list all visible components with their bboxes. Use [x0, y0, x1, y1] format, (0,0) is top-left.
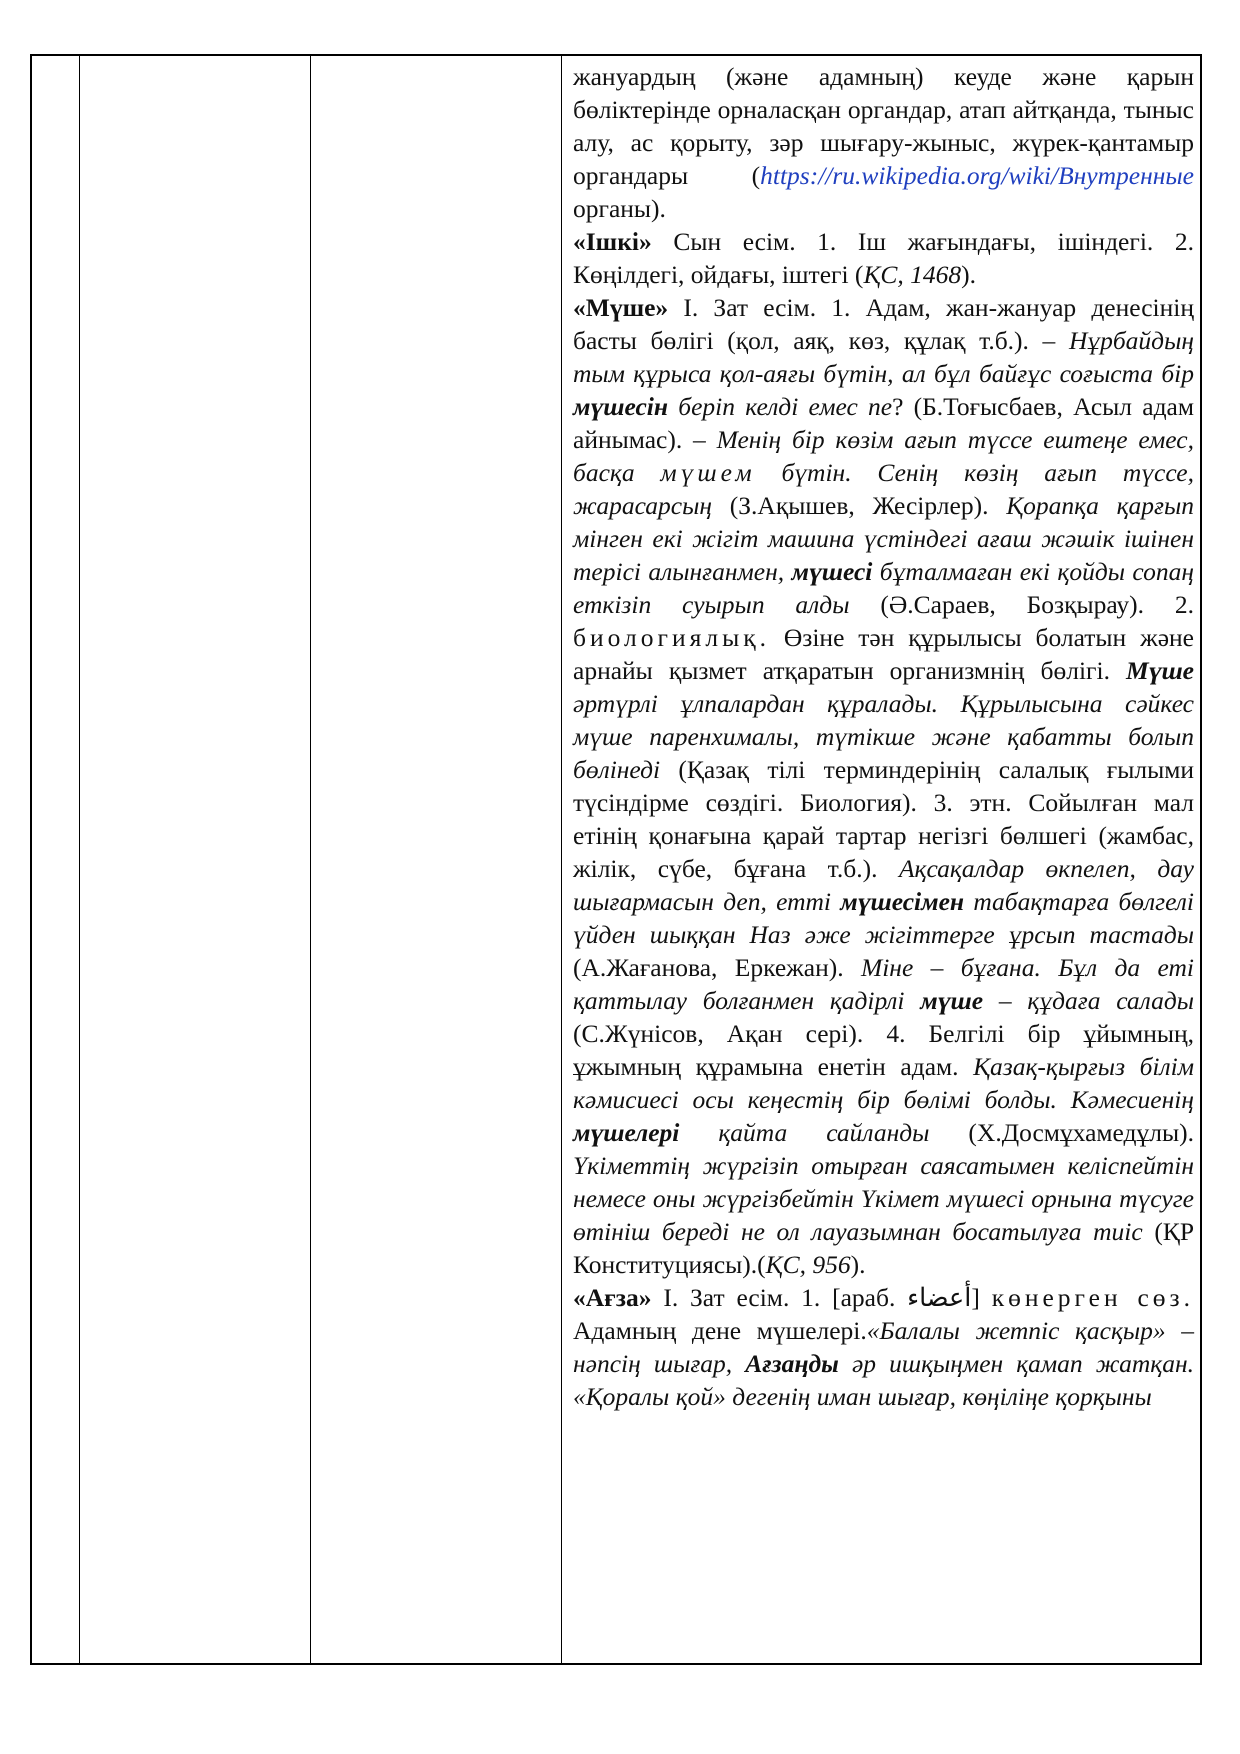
text-segment: органы). — [573, 194, 666, 223]
text-segment: (Ә.Сараев, Бозқырау). 2. — [849, 590, 1195, 619]
text-segment: Қазақ-қырғыз білім кәмисиесі осы кеңестің бір бөлімі болды. Кәмесиенің — [573, 1052, 1194, 1114]
text-segment: көнерген сөз. — [991, 1283, 1194, 1312]
text-segment: Адамның дене мүшелері. — [573, 1316, 867, 1345]
text-segment: Мүше — [1126, 656, 1194, 685]
text-segment: Ақсақалдар өкпелеп, дау шығармасын деп, етті — [573, 854, 1194, 916]
text-segment: мүшем — [660, 458, 756, 487]
text-segment: (ҚР Конституциясы).( — [573, 1217, 1194, 1279]
text-segment: Қорапқа қарғып мінген екі жігіт машина үстіндегі ағаш жәшік ішінен терісі алынғанмен, — [573, 491, 1194, 586]
text-segment: бүтін. Сенің көзің ағып түссе, жарасарсың — [573, 458, 1194, 520]
text-segment: Ағзаңды — [745, 1349, 839, 1378]
text-segment: (Х.Досмұхамедұлы). — [929, 1118, 1194, 1147]
text-segment: (С.Жүнісов, Ақан сері). 4. Белгілі бір ұйымның, ұжымның құрамына енетін адам. — [573, 1019, 1194, 1081]
text-segment: биологиялық. — [573, 623, 770, 652]
text-segment: жануардың (және адамның) кеуде және қарын бөліктерінде орналасқан органдар, атап айтқанда, тыныс алу, ас қорыту, зәр шығару-жыныс, жүрек-қантамыр органдары ( — [573, 62, 1194, 190]
text-segment: (Қазақ тілі терминдерінің салалық ғылыми түсіндірме сөздігі. Биология). 3. этн. Сойылған мал етінің қонағына қарай тартар негізгі бөлшегі (жамбас, жілік, сүбе, бұғана т.б.). — [573, 755, 1194, 883]
wikipedia-link[interactable]: https://ru.wikipedia.org/wiki/Внутренные — [760, 161, 1194, 190]
text-segment: I. Зат есім. 1. [араб. أعضاء] — [651, 1283, 992, 1312]
text-segment: (З.Ақышев, Жесірлер). — [712, 491, 1007, 520]
text-segment: (А.Жағанова, Еркежан). — [573, 953, 861, 982]
text-segment: Сын есім. 1. Іш жағындағы, ішіндегі. 2. Көңілдегі, ойдағы, іштегі ( — [573, 227, 1194, 289]
text-segment: мүше — [920, 986, 984, 1015]
dictionary-paragraph — [573, 1281, 1194, 1413]
text-segment: бұталмаған екі қойды сопаң еткізіп суырып алды — [573, 557, 1194, 619]
column-divider — [561, 56, 562, 1663]
text-segment: «Мүше» — [573, 293, 669, 322]
text-segment: ҚС, 956 — [765, 1250, 851, 1279]
text-segment: «Ішкі» — [573, 227, 652, 256]
text-segment: «Балалы жетпіс қасқыр» – нәпсің шығар, — [573, 1316, 1194, 1378]
text-segment: табақтарға бөлгелі үйден шыққан Наз әже жігіттерге ұрсып тастады — [573, 887, 1194, 949]
text-segment: әр ишқыңмен қамап жатқан. «Қоралы қой» дегенің иман шығар, көңіліңе қорқыны — [573, 1349, 1194, 1411]
text-segment: «Ағза» — [573, 1283, 652, 1312]
document-table — [30, 54, 1202, 1665]
dictionary-paragraph — [573, 60, 1194, 225]
definition-text-column — [573, 60, 1194, 1663]
text-segment: Өзіне тән құрылысы болатын және арнайы қызмет атқаратын организмнің бөлігі. — [573, 623, 1194, 685]
text-segment: әртүрлі ұлпалардан құралады. Құрылысына сәйкес мүше паренхималы, түтікше және қабатты болып бөлінеді — [573, 689, 1194, 784]
text-segment: беріп келді емес пе — [668, 392, 893, 421]
column-divider — [310, 56, 311, 1663]
text-segment: Міне – бұғана. Бұл да еті қаттылау болғанмен қадірлі — [573, 953, 1194, 1015]
text-segment: Менің бір көзім ағып түссе ештеңе емес, басқа — [573, 425, 1194, 487]
column-divider — [79, 56, 80, 1663]
dictionary-paragraph — [573, 225, 1194, 291]
text-segment: Үкіметтің жүргізіп отырған саясатымен келіспейтін немесе оны жүргізбейтін Үкімет мүшесі орнына түсуге өтініш береді не ол лауазымнан босатылуға тиіс — [573, 1151, 1194, 1246]
text-segment: ҚС, 1468 — [863, 260, 962, 289]
text-segment: қайта сайланды — [679, 1118, 930, 1147]
text-segment: ? (Б.Тоғысбаев, Асыл адам айнымас). – — [573, 392, 1195, 454]
text-segment: мүшесімен — [840, 887, 965, 916]
text-segment: мүшесі — [791, 557, 873, 586]
text-segment: ). — [850, 1250, 866, 1279]
text-segment: Нұрбайдың тым құрыса қол-аяғы бүтін, ал бұл байғұс соғыста бір — [573, 326, 1194, 388]
text-segment: I. Зат есім. 1. Адам, жан-жануар денесінің басты бөлігі (қол, аяқ, көз, құлақ т.б.). – — [573, 293, 1194, 355]
text-segment: ). — [961, 260, 977, 289]
text-segment: – құдаға салады — [983, 986, 1194, 1015]
dictionary-paragraph — [573, 291, 1194, 1281]
text-segment: мүшелері — [573, 1118, 680, 1147]
text-segment: мүшесін — [573, 392, 669, 421]
